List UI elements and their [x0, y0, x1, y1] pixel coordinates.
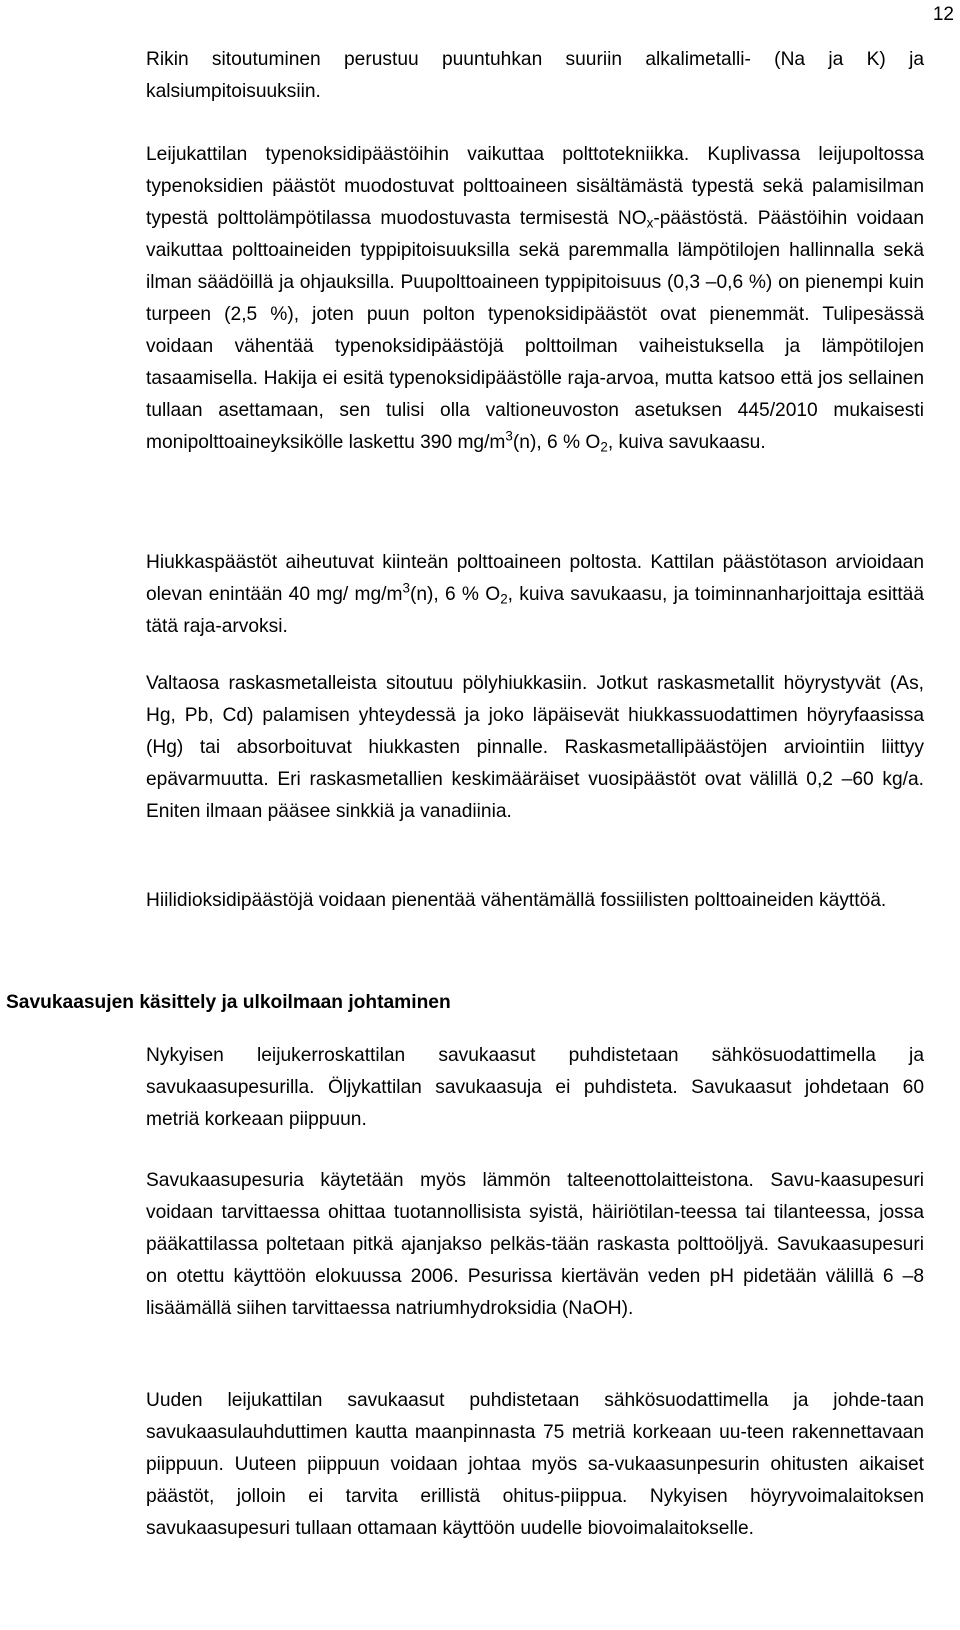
paragraph-particle-emissions: Hiukkaspäästöt aiheutuvat kiinteän polttoaineen poltosta. Kattilan päästötason arvioidaan olevan enintään 40 mg/ $mg/m^3(n)$, 6 % $O_2$, kuiva savukaasu, ja toiminnanharjoittaja esittää tätä raja-arvoksi. [146, 552, 924, 637]
paragraph-heavy-metals: Valtaosa raskasmetalleista sitoutuu pölyhiukkasiin. Jotkut raskasmetallit höyrystyvät (As, Hg, Pb, Cd) palamisen yhteydessä ja joko läpäisevät hiukkassuodattimen höyryfaasissa (Hg) tai absorboituvat hiukkasten pinnalle. Raskasmetallipäästöjen arviointiin liittyy epävarmuutta. Eri raskasmetallien keskimääräiset vuosipäästöt ovat välillä 0,2 –60 kg/a. Eniten ilmaan pääsee sinkkiä ja vanadiinia. [146, 673, 924, 822]
paragraph-flue-gas-scrubber: Savukaasupesuria käytetään myös lämmön talteenottolaitteistona. Savu-kaasupesuri voidaan tarvittaessa ohittaa tuotannollisista syistä, häiriötilan-teessa tai tilanteessa, jossa pääkattilassa poltetaan pitkä ajanjakso pelkäs-tään raskasta polttoöljyä. Savukaasupesuri on otettu käyttöön elokuussa 2006. Pesurissa kiertävän veden pH pidetään välillä 6 –8 lisäämällä siihen tarvittaessa natriumhydroksidia (NaOH). [146, 1170, 924, 1319]
paragraph-carbon-dioxide: Hiilidioksidipäästöjä voidaan pienentää vähentämällä fossiilisten polttoaineiden käyttöä. [146, 890, 887, 911]
paragraph-nitrogen-oxides: Leijukattilan typenoksidipäästöihin vaikuttaa polttotekniikka. Kuplivassa leijupoltossa typenoksidien päästöt muodostuvat polttoaineen sisältämästä typestä sekä palamisilman typestä polttolämpötilassa muodostuvasta termisestä $NO_x$-päästöstä. Päästöihin voidaan vaikuttaa polttoaineiden typpipitoisuuksilla sekä paremmalla lämpötilojen hallinnalla sekä ilman säädöillä ja ohjauksilla. Puupolttoaineen typpipitoisuus (0,3 –0,6 %) on pienempi kuin turpeen (2,5 %), joten puun polton typenoksidipäästöt ovat pienemmät. Tulipesässä voidaan vähentää typenoksidipäästöjä polttoilman vaiheistuksella ja lämpötilojen tasaamisella. Hakija ei esitä typenoksidipäästölle raja-arvoa, mutta katsoo että jos sellainen tullaan asettamaan, sen tulisi olla valtioneuvoston asetuksen 445/2010 mukaisesti monipolttoaineyksikölle laskettu 390 $mg/m^3(n)$, 6 % $O_2$, kuiva savukaasu. [146, 144, 924, 455]
paragraph-new-boiler-chimney: Uuden leijukattilan savukaasut puhdistetaan sähkösuodattimella ja johde-taan savukaasulauhduttimen kautta maanpinnasta 75 metriä korkeaan uu-teen rakennettavaan piippuun. Uuteen piippuun voidaan johtaa myös sa-vukaasunpesurin ohitusten aikaiset päästöt, jolloin ei tarvita erillistä ohitus-piippua. Nykyisen höyryvoimalaitoksen savukaasupesuri tullaan ottamaan käyttöön uudelle biovoimalaitokselle. [146, 1390, 924, 1539]
paragraph-flue-gas-cleaning: Nykyisen leijukerroskattilan savukaasut puhdistetaan sähkösuodattimella ja savukaasupesurilla. Öljykattilan savukaasuja ei puhdisteta. Savukaasut johdetaan 60 metriä korkeaan piippuun. [146, 1045, 924, 1130]
paragraph-sulfur-binding: Rikin sitoutuminen perustuu puuntuhkan suuriin alkalimetalli- (Na ja K) ja kalsiumpitoisuuksiin. [146, 49, 924, 102]
section-heading: Savukaasujen käsittely ja ulkoilmaan johtaminen [6, 992, 451, 1013]
page-number: 12 [932, 4, 954, 25]
